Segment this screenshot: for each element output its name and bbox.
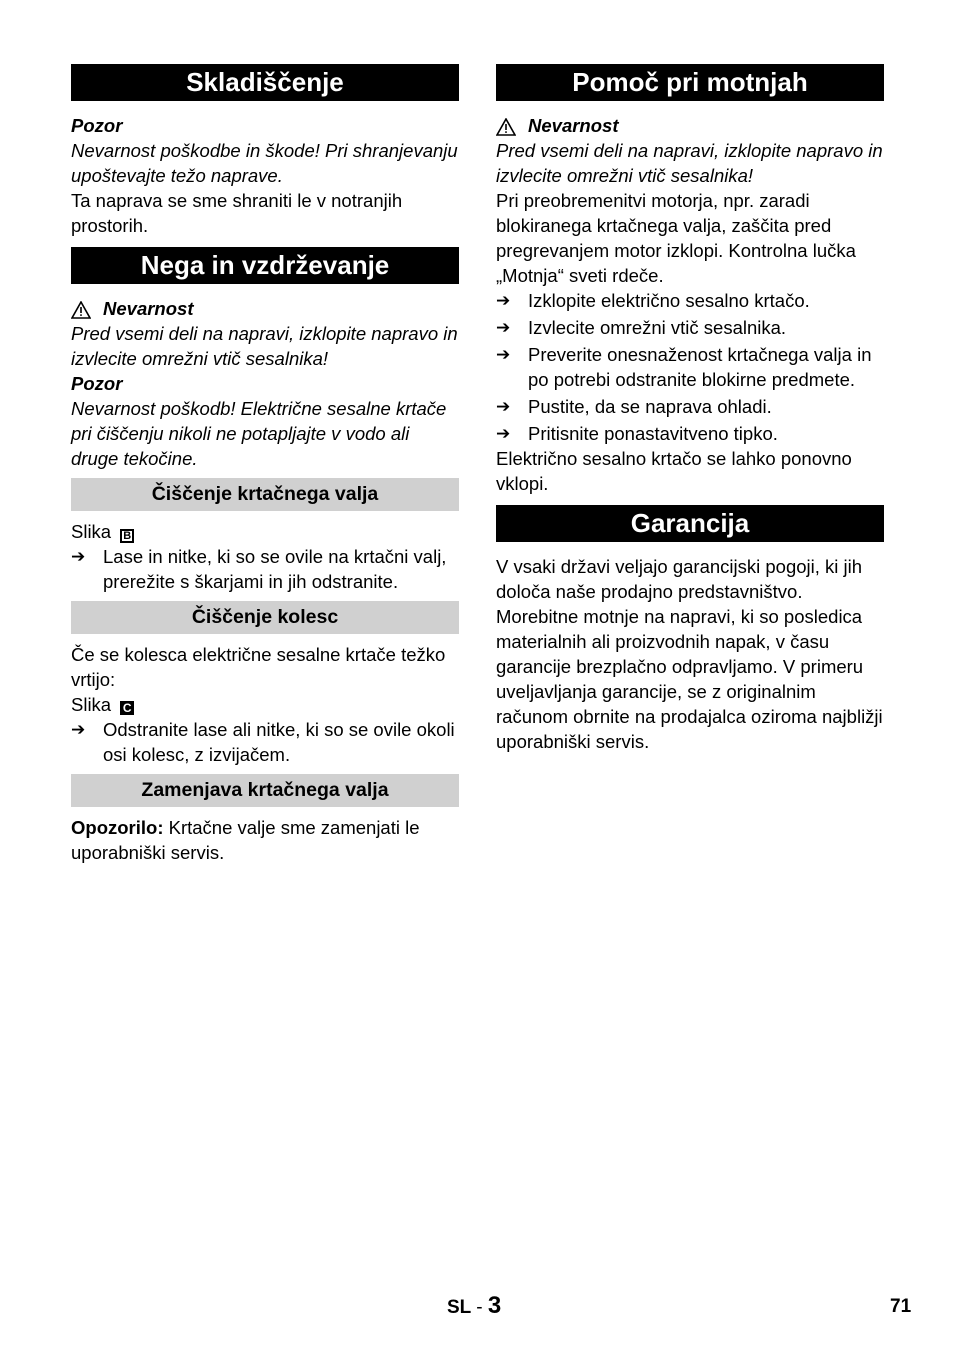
- arrow-right-icon: ➔: [496, 345, 511, 364]
- footer-section-page: 3: [487, 1292, 502, 1319]
- step-item: [496, 421, 884, 446]
- step-item: [71, 544, 459, 594]
- step-text: Izklopite električno sesalno krtačo.: [528, 290, 810, 311]
- arrow-right-icon: ➔: [71, 547, 86, 566]
- arrow-right-icon: ➔: [496, 424, 511, 443]
- figure-ref-badge: C: [120, 701, 134, 715]
- step-text: Pustite, da se naprava ohladi.: [528, 396, 772, 417]
- footer-lang: SL: [447, 1297, 471, 1318]
- warning-triangle-icon: [496, 117, 516, 135]
- figure-ref-row: [71, 692, 459, 717]
- danger-text: Pred vsemi deli na napravi, izklopite napravo in izvlecite omrežni vtič sesalnika!: [71, 323, 458, 369]
- step-text: Pritisnite ponastavitveno tipko.: [528, 423, 778, 444]
- heading-wheels-clean: Čiščenje kolesc: [71, 601, 459, 634]
- heading-replace: Zamenjava krtačnega valja: [71, 774, 459, 807]
- warning-triangle-icon: [71, 300, 91, 318]
- danger-label: Nevarnost: [103, 298, 194, 319]
- danger-label-row: [71, 296, 459, 321]
- step-text: Odstranite lase ali nitke, ki so se ovile okoli osi kolesc, z izvijačem.: [103, 719, 455, 765]
- heading-warranty: Garancija: [496, 505, 884, 542]
- arrow-right-icon: ➔: [71, 720, 86, 739]
- step-item: [496, 342, 884, 392]
- caution-text: Nevarnost poškodb! Električne sesalne krtače pri čiščenju nikoli ne potapljajte v vodo ali druge tekočine.: [71, 398, 447, 469]
- heading-brush-clean: Čiščenje krtačnega valja: [71, 478, 459, 511]
- step-item: [496, 394, 884, 419]
- figure-ref-badge: B: [120, 529, 134, 543]
- step-item: [71, 717, 459, 767]
- page-number: 71: [890, 1296, 912, 1317]
- footer-section-label: [447, 1292, 501, 1320]
- step-text: Lase in nitke, ki so se ovile na krtačni valj, prerežite s škarjami in jih odstranite.: [103, 546, 447, 592]
- step-text: Izvlecite omrežni vtič sesalnika.: [528, 317, 787, 338]
- note-text: Krtačne valje sme zamenjati le uporabniški servis.: [71, 817, 420, 863]
- arrow-right-icon: ➔: [496, 291, 511, 310]
- arrow-right-icon: ➔: [496, 318, 511, 337]
- caution-label: Pozor: [71, 115, 123, 136]
- heading-care: Nega in vzdrževanje: [71, 247, 459, 284]
- heading-trouble: Pomoč pri motnjah: [496, 64, 884, 101]
- danger-label-row: [496, 113, 884, 138]
- storage-text: Ta naprava se sme shraniti le v notranjih prostorih.: [71, 190, 403, 236]
- step-item: [496, 315, 884, 340]
- note-paragraph: [71, 815, 459, 865]
- warranty-text: V vsaki državi veljajo garancijski pogoji, ki jih določa naše prodajno predstavništvo. Morebitne motnje na napravi, ki so posledica materialnih ali proizvodnih napak, v času garancije brezplačno odpravljamo. V primeru uveljavljanja garancije, se z originalnim računom obrnite na prodajalca oziroma najbližji uporabniški servis.: [496, 556, 883, 752]
- step-item: [496, 288, 884, 313]
- danger-label: Nevarnost: [528, 115, 619, 136]
- left-column: [71, 64, 459, 865]
- trouble-after-text: Električno sesalno krtačo se lahko ponovno vklopi.: [496, 448, 852, 494]
- right-column: [496, 64, 884, 754]
- arrow-right-icon: ➔: [496, 397, 511, 416]
- caution-text: Nevarnost poškodbe in škode! Pri shranjevanju upoštevajte težo naprave.: [71, 140, 458, 186]
- footer-sep: -: [476, 1297, 483, 1318]
- wheels-text: Če se kolesca električne sesalne krtače težko vrtijo:: [71, 644, 446, 690]
- figure-label: Slika: [71, 521, 112, 542]
- figure-ref-row: [71, 519, 459, 544]
- figure-label: Slika: [71, 694, 112, 715]
- danger-text: Pred vsemi deli na napravi, izklopite napravo in izvlecite omrežni vtič sesalnika!: [496, 140, 883, 186]
- caution-label: Pozor: [71, 373, 123, 394]
- heading-storage: Skladiščenje: [71, 64, 459, 101]
- note-label: Opozorilo:: [71, 817, 164, 838]
- trouble-text: Pri preobremenitvi motorja, npr. zaradi blokiranega krtačnega valja, zaščita pred pregrevanjem motor izklopi. Kontrolna lučka „Motnja“ sveti rdeče.: [496, 190, 856, 286]
- step-text: Preverite onesnaženost krtačnega valja in po potrebi odstranite blokirne predmete.: [528, 344, 872, 390]
